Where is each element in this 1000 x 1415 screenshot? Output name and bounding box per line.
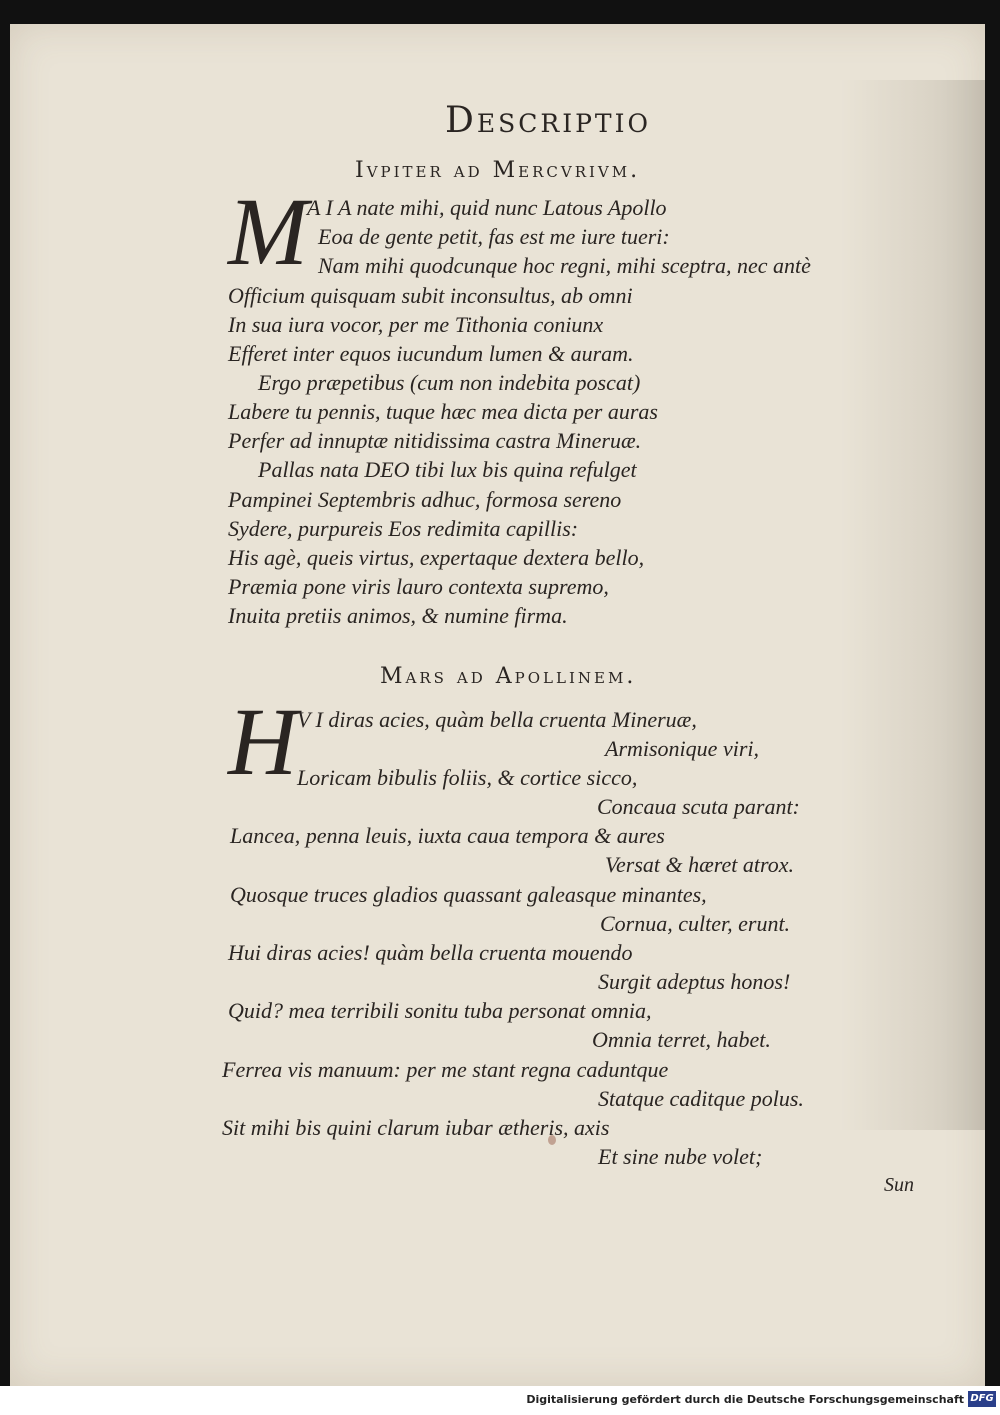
verse-line: Officium quisquam subit inconsultus, ab omni	[228, 283, 633, 308]
verse-line: Pampinei Septembris adhuc, formosa sereno	[228, 487, 622, 512]
verse-line: Concaua scuta parant:	[597, 794, 800, 819]
section-heading-mars: Mars ad Apollinem.	[380, 664, 637, 689]
verse-line: Et sine nube volet;	[598, 1144, 763, 1169]
verse-line: Eoa de gente petit, fas est me iure tueri:	[318, 224, 670, 249]
verse-line: V I diras acies, quàm bella cruenta Mineruæ,	[297, 707, 697, 732]
verse-line: A I A nate mihi, quid nunc Latous Apollo	[307, 195, 667, 220]
verse-line: Lancea, penna leuis, iuxta caua tempora & aures	[230, 823, 665, 848]
verse-line: Sydere, purpureis Eos redimita capillis:	[228, 516, 579, 541]
verse-line: Quosque truces gladios quassant galeasque minantes,	[230, 882, 707, 907]
verse-line: Sit mihi bis quini clarum iubar ætheris, axis	[222, 1115, 610, 1140]
verse-line: Ergo præpetibus (cum non indebita poscat)	[258, 370, 641, 395]
footer-credit: Digitalisierung gefördert durch die Deutsche Forschungsgemeinschaft	[526, 1393, 964, 1406]
verse-line: Ferrea vis manuum: per me stant regna caduntque	[222, 1057, 669, 1082]
verse-line: Nam mihi quodcunque hoc regni, mihi sceptra, nec antè	[318, 253, 811, 278]
verse-line: Surgit adeptus honos!	[598, 969, 791, 994]
verse-line: Hui diras acies! quàm bella cruenta mouendo	[228, 940, 633, 965]
verse-line: Armisonique viri,	[605, 736, 759, 761]
drop-initial-h: H	[228, 688, 298, 795]
section-heading-jupiter: Ivpiter ad Mercvrivm.	[355, 158, 641, 183]
ink-stain	[548, 1135, 556, 1145]
page-edge	[985, 24, 1000, 1386]
verse-line: Omnia terret, habet.	[592, 1027, 771, 1052]
bleed-through-shadow	[840, 80, 990, 1130]
verse-line: Statque caditque polus.	[598, 1086, 804, 1111]
dfg-logo: DFG	[968, 1391, 996, 1407]
catchword: Sun	[884, 1174, 914, 1196]
verse-line: Perfer ad innuptæ nitidissima castra Mineruæ.	[228, 428, 642, 453]
verse-line: In sua iura vocor, per me Tithonia coniunx	[228, 312, 604, 337]
verse-line: Versat & hæret atrox.	[605, 852, 795, 877]
verse-line: Cornua, culter, erunt.	[600, 911, 791, 936]
footer-bar	[0, 1386, 1000, 1415]
verse-line: Præmia pone viris lauro contexta supremo,	[228, 574, 609, 599]
verse-line: Labere tu pennis, tuque hæc mea dicta per auras	[228, 399, 658, 424]
verse-line: Quid? mea terribili sonitu tuba personat omnia,	[228, 998, 652, 1023]
verse-line: His agè, queis virtus, expertaque dextera bello,	[228, 545, 645, 570]
verse-line: Inuita pretiis animos, & numine firma.	[228, 603, 568, 628]
verse-line: Loricam bibulis foliis, & cortice sicco,	[297, 765, 638, 790]
page-title: Descriptio	[445, 100, 651, 141]
drop-initial-m: M	[228, 178, 308, 285]
verse-line: Pallas nata DEO tibi lux bis quina refulget	[258, 457, 637, 482]
verse-line: Efferet inter equos iucundum lumen & auram.	[228, 341, 634, 366]
